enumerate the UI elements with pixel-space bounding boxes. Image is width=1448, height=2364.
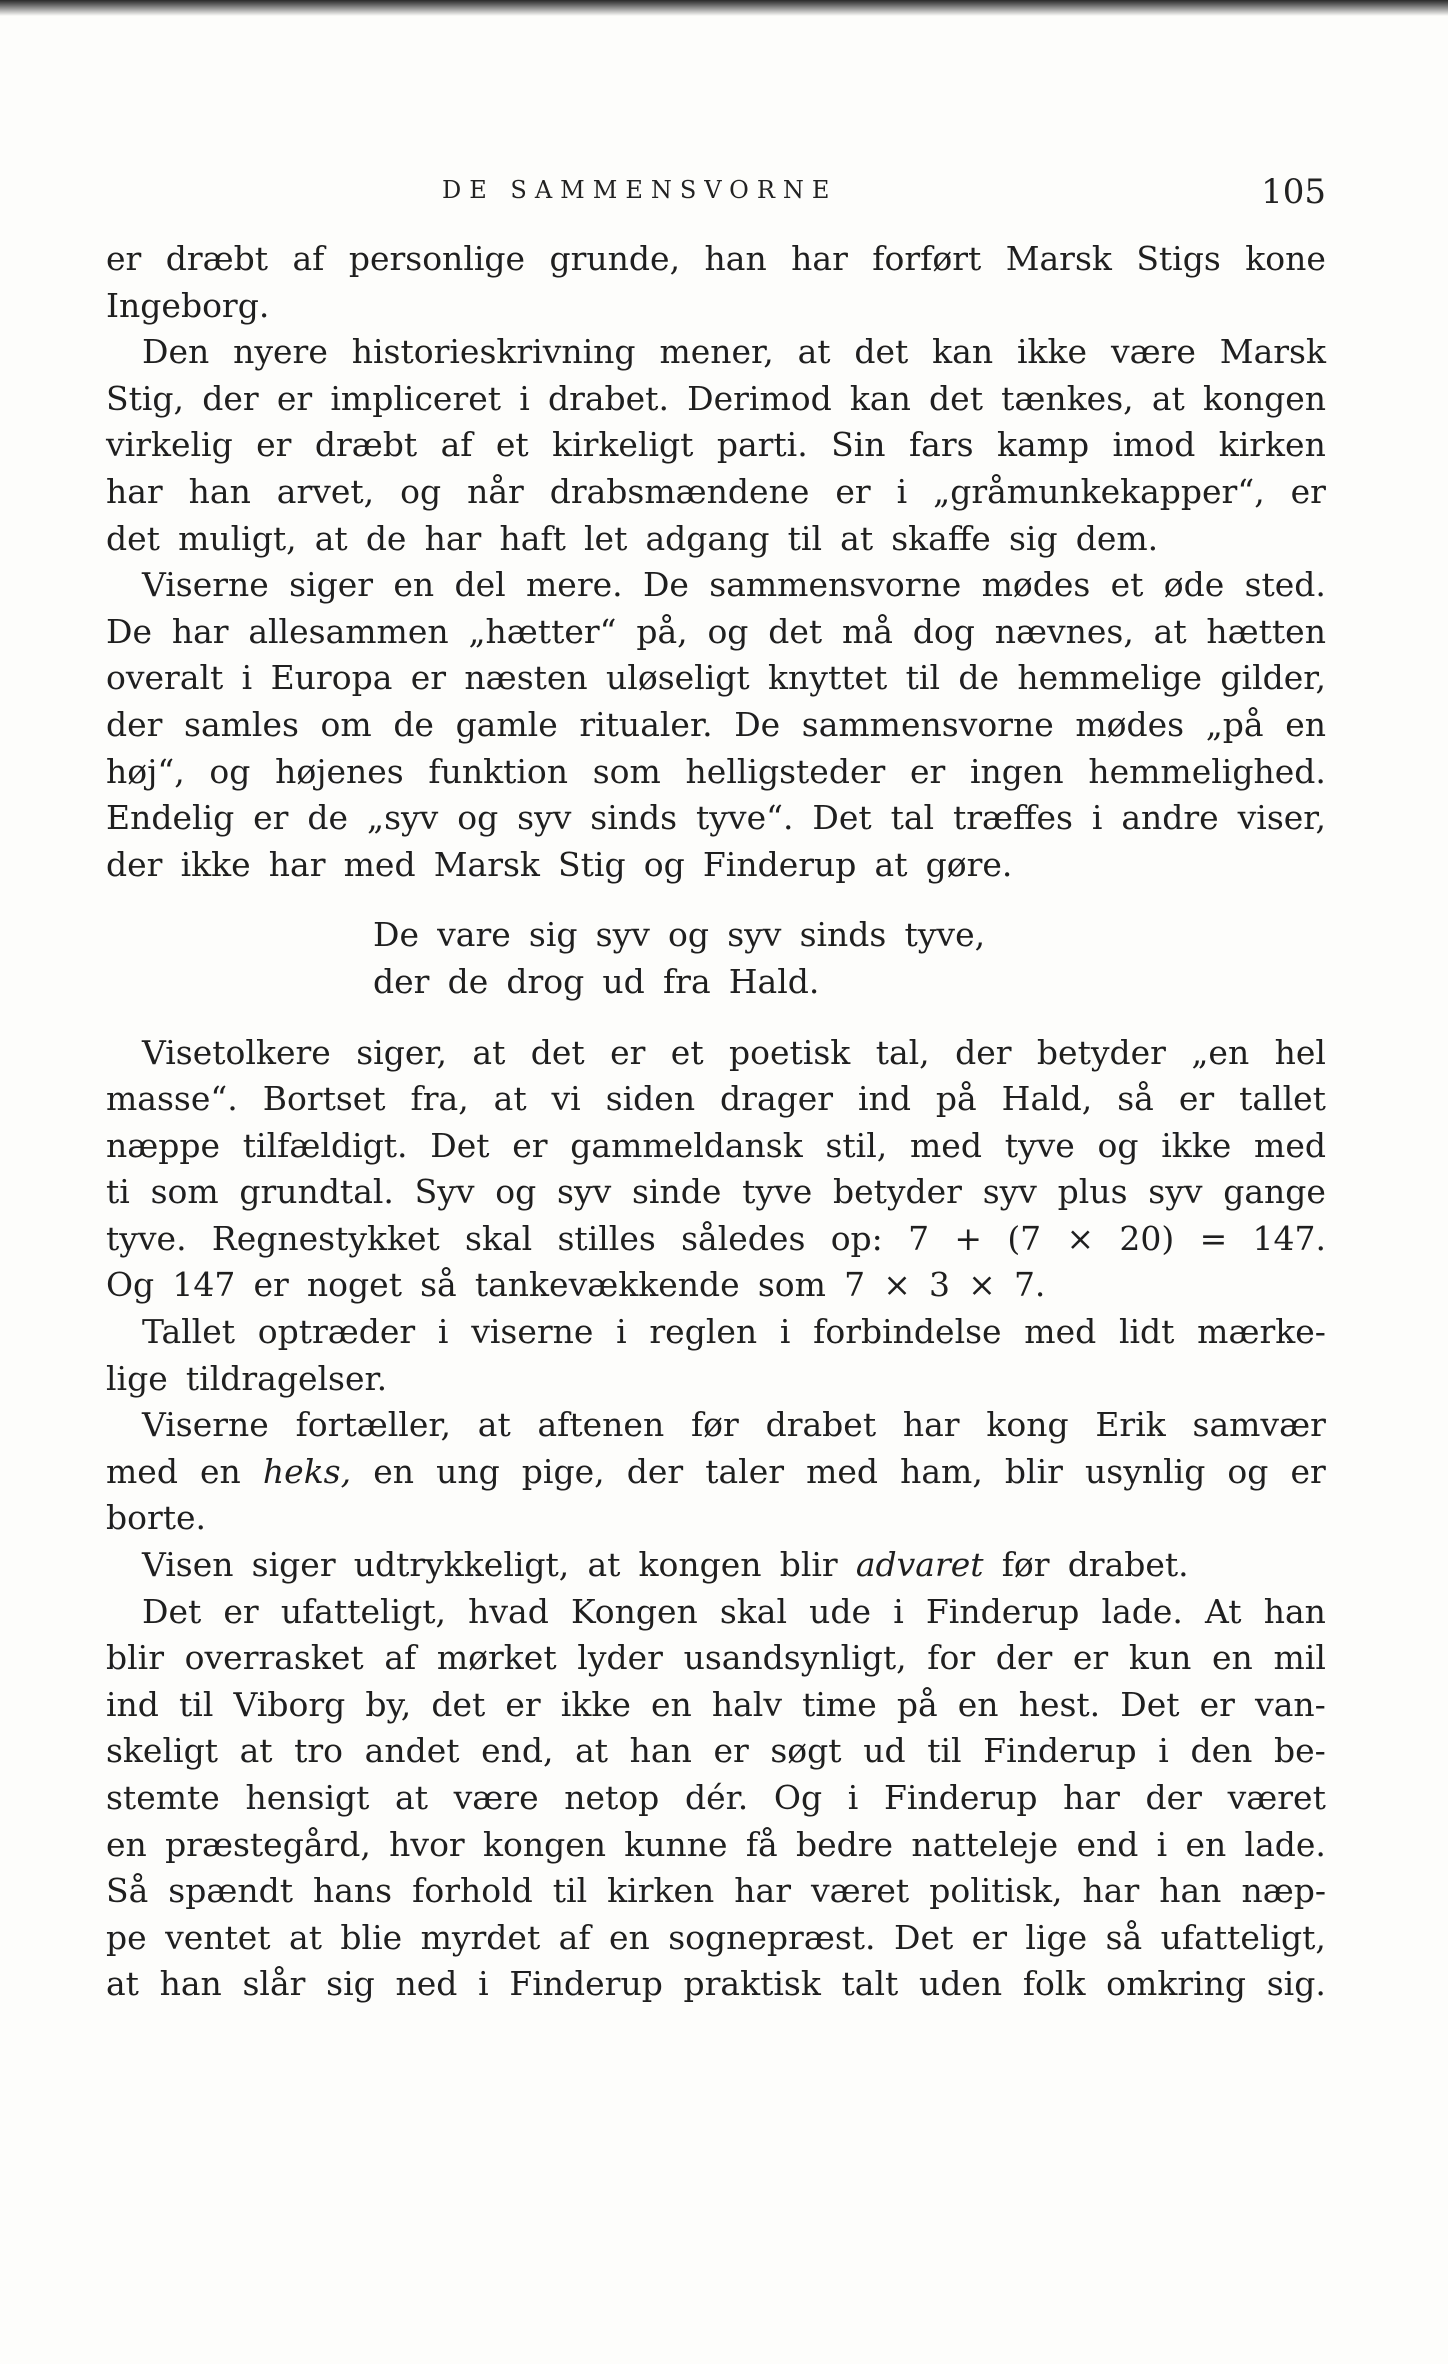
text-line: næppe tilfældigt. Det er gammeldansk stil, med tyve og ikke med — [106, 1125, 1326, 1165]
text-line: Det er ufatteligt, hvad Kongen skal ude i Finderup lade. At han — [142, 1591, 1326, 1631]
text-line: Visetolkere siger, at det er et poetisk tal, der betyder „en hel — [142, 1032, 1326, 1072]
text-line: ti som grundtal. Syv og syv sinde tyve betyder syv plus syv gange — [106, 1172, 1326, 1212]
text-line: Så spændt hans forhold til kirken har været politisk, har han næp- — [106, 1871, 1326, 1911]
text-line: masse“. Bortset fra, at vi siden drager ind på Hald, så er tallet — [106, 1079, 1326, 1119]
scan-edge — [0, 0, 1448, 16]
text-line: blir overrasket af mørket lyder usandsynligt, for der er kun en mil — [106, 1638, 1326, 1678]
text-line: stemte hensigt at være netop dér. Og i Finderup har der været — [106, 1778, 1326, 1817]
text-line: De har allesammen „hætter“ på, og det må dog nævnes, at hætten — [106, 611, 1326, 651]
text-line: Og 147 er noget så tankevækkende som 7 × 3 × 7. — [106, 1265, 1046, 1305]
text-line: Endelig er de „syv og syv sinds tyve“. Det tal træffes i andre viser, — [106, 798, 1326, 838]
text-line: høj“, og højenes funktion som helligsteder er ingen hemmelighed. — [106, 751, 1326, 791]
page-header — [106, 172, 1326, 222]
text-line: skeligt at tro andet end, at han er søgt ud til Finderup i den be- — [106, 1731, 1326, 1771]
paragraph-spacer — [106, 1006, 1326, 1030]
page-number: 105 — [1261, 172, 1326, 212]
text-line: lige tildragelser. — [106, 1358, 388, 1398]
text-line: tyve. Regnestykket skal stilles således op: 7 + (7 × 20) = 147. — [106, 1218, 1326, 1258]
text-line: Ingeborg. — [106, 285, 270, 325]
text-line: borte. — [106, 1498, 207, 1538]
running-head: DE SAMMENSVORNE — [442, 176, 838, 204]
body-text — [106, 236, 1326, 2008]
text-line: der ikke har med Marsk Stig og Finderup at gøre. — [106, 844, 1013, 884]
text-line: er dræbt af personlige grunde, han har forført Marsk Stigs kone — [106, 239, 1326, 278]
text-line: virkelig er dræbt af et kirkeligt parti. Sin fars kamp imod kirken — [106, 425, 1326, 465]
text-line: pe ventet at blie myrdet af en sognepræst. Det er lige så ufatteligt, — [106, 1917, 1326, 1957]
text-line: det muligt, at de har haft let adgang til at skaffe sig dem. — [106, 518, 1159, 558]
text-line: Viserne siger en del mere. De sammensvorne mødes et øde sted. — [142, 565, 1326, 605]
text-line: en præstegård, hvor kongen kunne få bedre natteleje end i en lade. — [106, 1824, 1326, 1864]
paragraph-spacer — [106, 888, 1326, 912]
verse-line: De vare sig syv og syv sinds tyve, — [373, 915, 986, 955]
text-line: Tallet optræder i viserne i reglen i forbindelse med lidt mærke- — [142, 1312, 1326, 1352]
text-line: Den nyere historieskrivning mener, at det kan ikke være Marsk — [142, 332, 1326, 372]
text-line: ind til Viborg by, det er ikke en halv time på en hest. Det er van- — [106, 1684, 1326, 1724]
text-line: Stig, der er impliceret i drabet. Derimod kan det tænkes, at kongen — [106, 378, 1326, 418]
text-line: at han slår sig ned i Finderup praktisk talt uden folk omkring sig. — [106, 1964, 1326, 2004]
text-line: Visen siger udtrykkeligt, at kongen blir advaret før drabet. — [142, 1545, 1189, 1585]
verse-line: der de drog ud fra Hald. — [373, 961, 820, 1001]
text-line: overalt i Europa er næsten uløseligt knyttet til de hemmelige gilder, — [106, 658, 1326, 698]
text-line: har han arvet, og når drabsmændene er i „gråmunkekapper“, er — [106, 471, 1326, 511]
text-line: Viserne fortæller, at aftenen før drabet har kong Erik samvær — [142, 1405, 1326, 1445]
text-line: der samles om de gamle ritualer. De sammensvorne mødes „på en — [106, 704, 1326, 744]
text-line: med en heks, en ung pige, der taler med ham, blir usynlig og er — [106, 1451, 1326, 1491]
